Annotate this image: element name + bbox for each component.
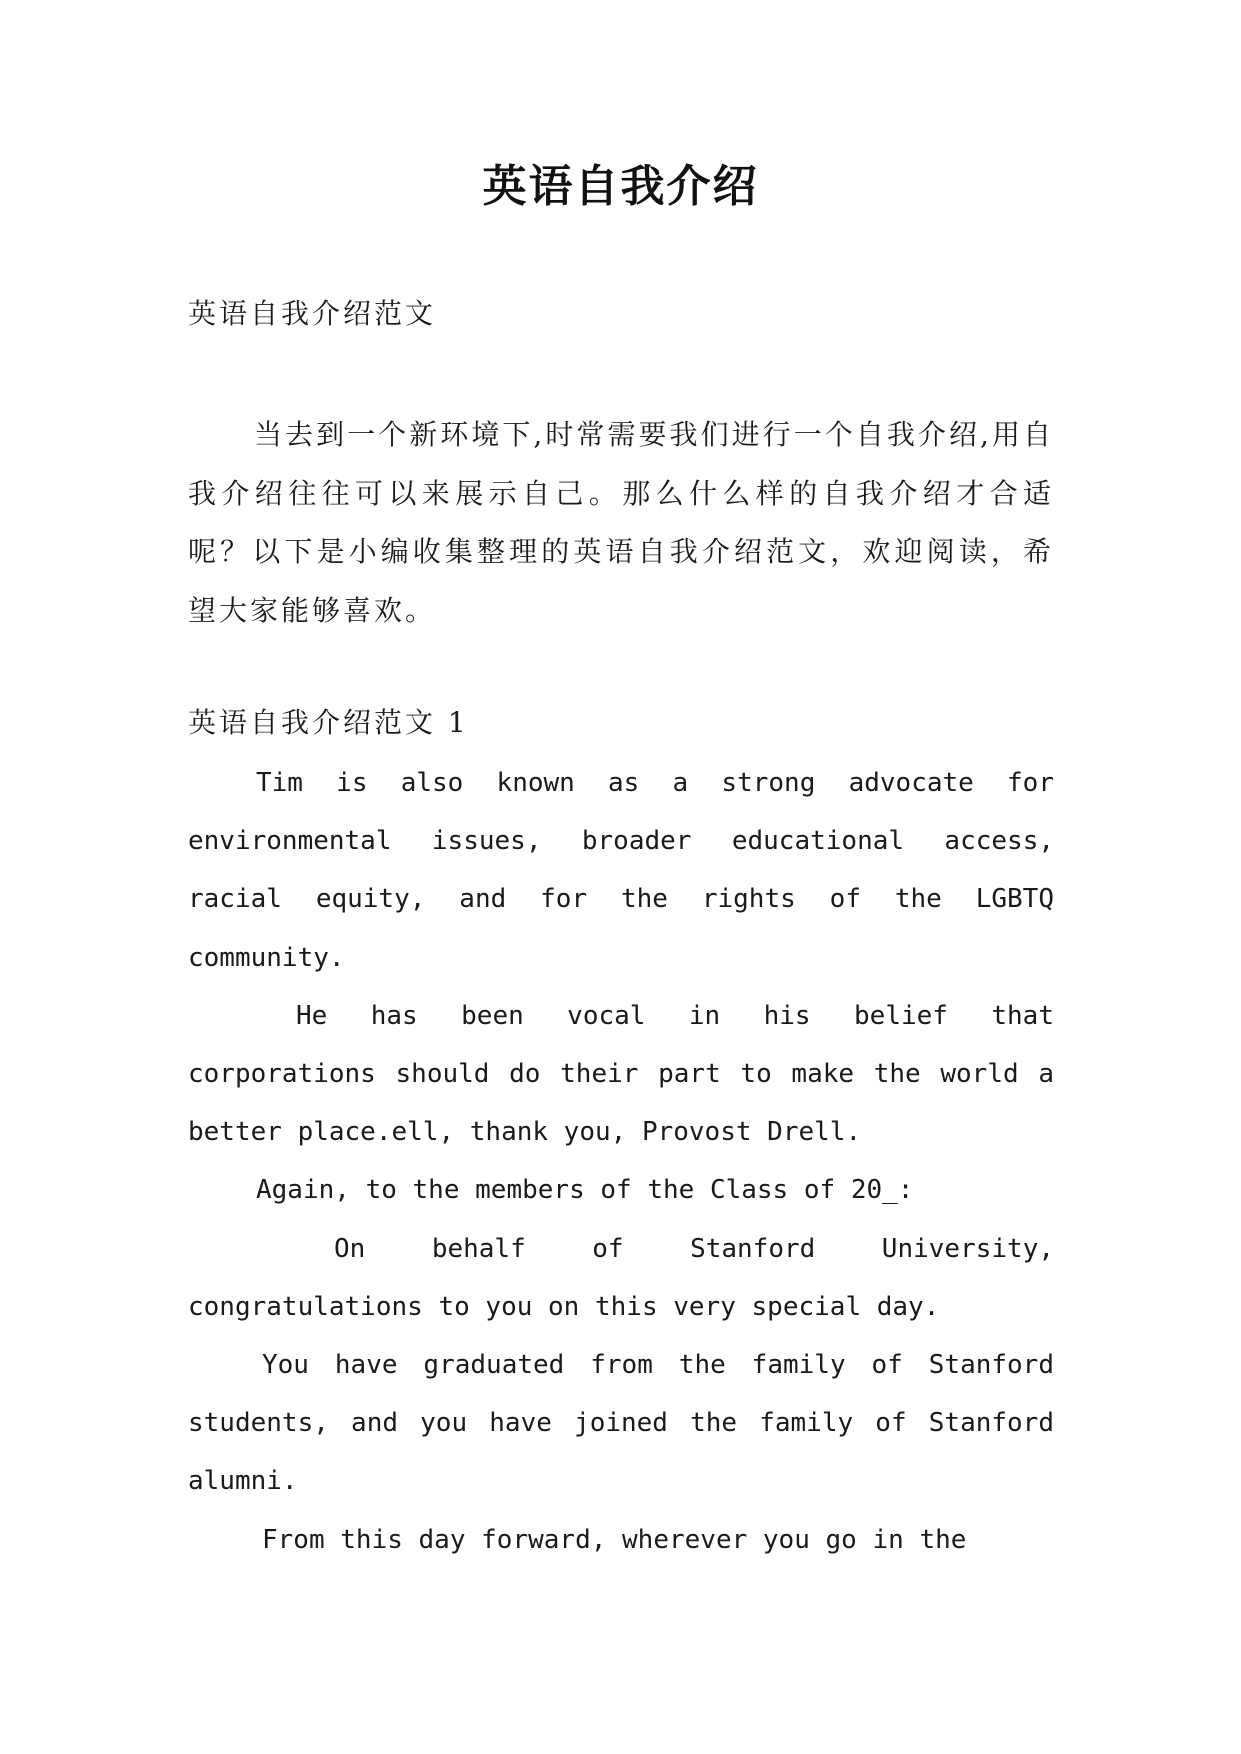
body-paragraph: You have graduated from the family of Stanford students, and you have joined the family of Stanford alumni.	[188, 1350, 1054, 1497]
sample-body	[188, 754, 1054, 1569]
body-paragraph: Again, to the members of the Class of 20_:	[256, 1175, 914, 1206]
body-paragraph: He has been vocal in his belief that corporations should do their part to make the world a better place.ell, thank you, Provost Drell.	[188, 1000, 1054, 1148]
section-subheading: 英语自我介绍范文	[188, 297, 437, 330]
body-paragraph: On behalf of Stanford University, congratulations to you on this very special day.	[188, 1233, 1054, 1322]
body-paragraph: From this day forward, wherever you go in the	[262, 1524, 967, 1555]
sample-heading: 英语自我介绍范文 1	[188, 706, 469, 739]
document-title: 英语自我介绍	[482, 161, 759, 212]
intro-paragraph: 当去到一个新环境下,时常需要我们进行一个自我介绍,用自我介绍往往可以来展示自己。那么什么样的自我介绍才合适呢？以下是小编收集整理的英语自我介绍范文，欢迎阅读，希望大家能够喜欢。	[188, 418, 1054, 627]
body-paragraph: Tim is also known as a strong advocate for environmental issues, broader educational access, racial equity, and for the rights of the LGBTQ community.	[188, 768, 1054, 973]
